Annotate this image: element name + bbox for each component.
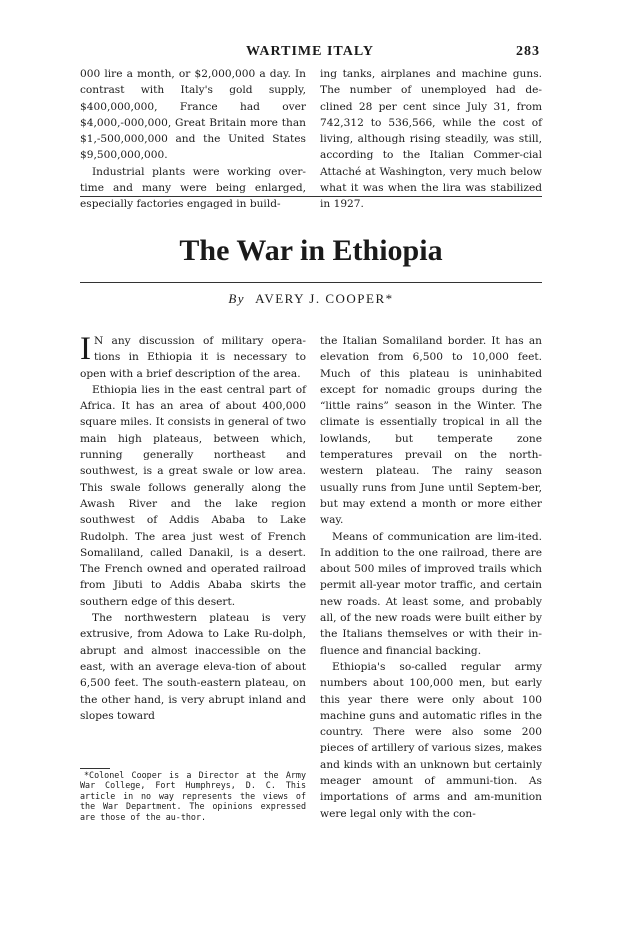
running-head-title: WARTIME ITALY [245, 44, 375, 59]
paragraph: Industrial plants were working over-time and many were being enlarged, especially factories engaged in build- [80, 165, 306, 211]
prev-article-column-right [320, 66, 542, 213]
byline-prefix: By [228, 291, 246, 306]
page-number: 283 [516, 44, 540, 59]
paragraph: The northwestern plateau is very extrusive, from Adowa to Lake Ru-dolph, abrupt and almost inaccessible on the east, with an average eleva-tion of about 6,500 feet. The south-eastern plateau, on the other hand, is very abrupt inland and slopes toward [80, 612, 306, 722]
byline [80, 291, 542, 307]
running-head [80, 44, 540, 64]
paragraph: ing tanks, airplanes and machine guns. The number of unemployed had de-clined 28 per cent since July 31, from 742,312 to 536,566, while the cost of living, although rising steadily, was still, according to the Italian Commer-cial Attaché at Washington, very much below what it was when the lira was stabilized in 1927. [320, 68, 542, 211]
article-column-left [80, 333, 306, 724]
footnote-rule [80, 768, 110, 769]
author-footnote [80, 770, 306, 822]
paragraph: the Italian Somaliland border. It has an elevation from 6,500 to 10,000 feet. Much of this plateau is uninhabited except for nomadic groups during the “little rains” season in the Winter. The climate is essentially tropical in all the lowlands, but temperate zone temperatures prevail on the north-western plateau. The rainy season usually runs from June until Septem-ber, but may extend a month or more either way. [320, 335, 542, 527]
title-underline [80, 282, 542, 283]
opening-text: N any discussion of military opera-tions in Ethiopia it is necessary to open with a brief description of the area. [80, 335, 306, 380]
paragraph: 000 lire a month, or $2,000,000 a day. In contrast with Italy's gold supply, $400,000,000, France had over $4,000,-000,000, Great Britain more than $1,-500,000,000 and the United States $9,500,000,000. [80, 68, 306, 162]
footnote-text: *Colonel Cooper is a Director at the Army War College, Fort Humphreys, D. C. This article in no way represents the views of the War Department. The opinions expressed are those of the au-thor. [80, 770, 306, 822]
article-column-right [320, 333, 542, 822]
paragraph: Ethiopia's so-called regular army numbers about 100,000 men, but early this year there were only about 100 machine guns and automatic rifles in the country. There were also some 200 pieces of artillery of various sizes, makes and kinds with an unknown but certainly meager amount of ammuni-tion. As importations of arms and am-munition were legal only with the con- [320, 660, 542, 820]
paragraph: Means of communication are lim-ited. In addition to the one railroad, there are about 500 miles of improved trails which permit all-year motor traffic, and certain new roads. At least some, and probably all, of the new roads were built either by the Italians themselves or with their in-fluence and financial backing. [320, 530, 542, 657]
opening-paragraph [80, 333, 306, 382]
author-name: AVERY J. COOPER* [255, 291, 394, 306]
section-divider [80, 196, 542, 197]
paragraph: Ethiopia lies in the east central part of Africa. It has an area of about 400,000 square miles. It consists in general of two main high plateaus, between which, running generally northeast and southwest, is a great swale or low area. This swale follows generally along the Awash River and the lake region southwest of Addis Ababa to Lake Rudolph. The area just west of French Somaliland, called Danakil, is a desert. The French owned and operated railroad from Jibuti to Addis Ababa skirts the southern edge of this desert. [80, 383, 306, 608]
drop-cap: I [80, 331, 91, 367]
article-title: The War in Ethiopia [179, 234, 443, 267]
prev-article-column-left [80, 66, 306, 213]
